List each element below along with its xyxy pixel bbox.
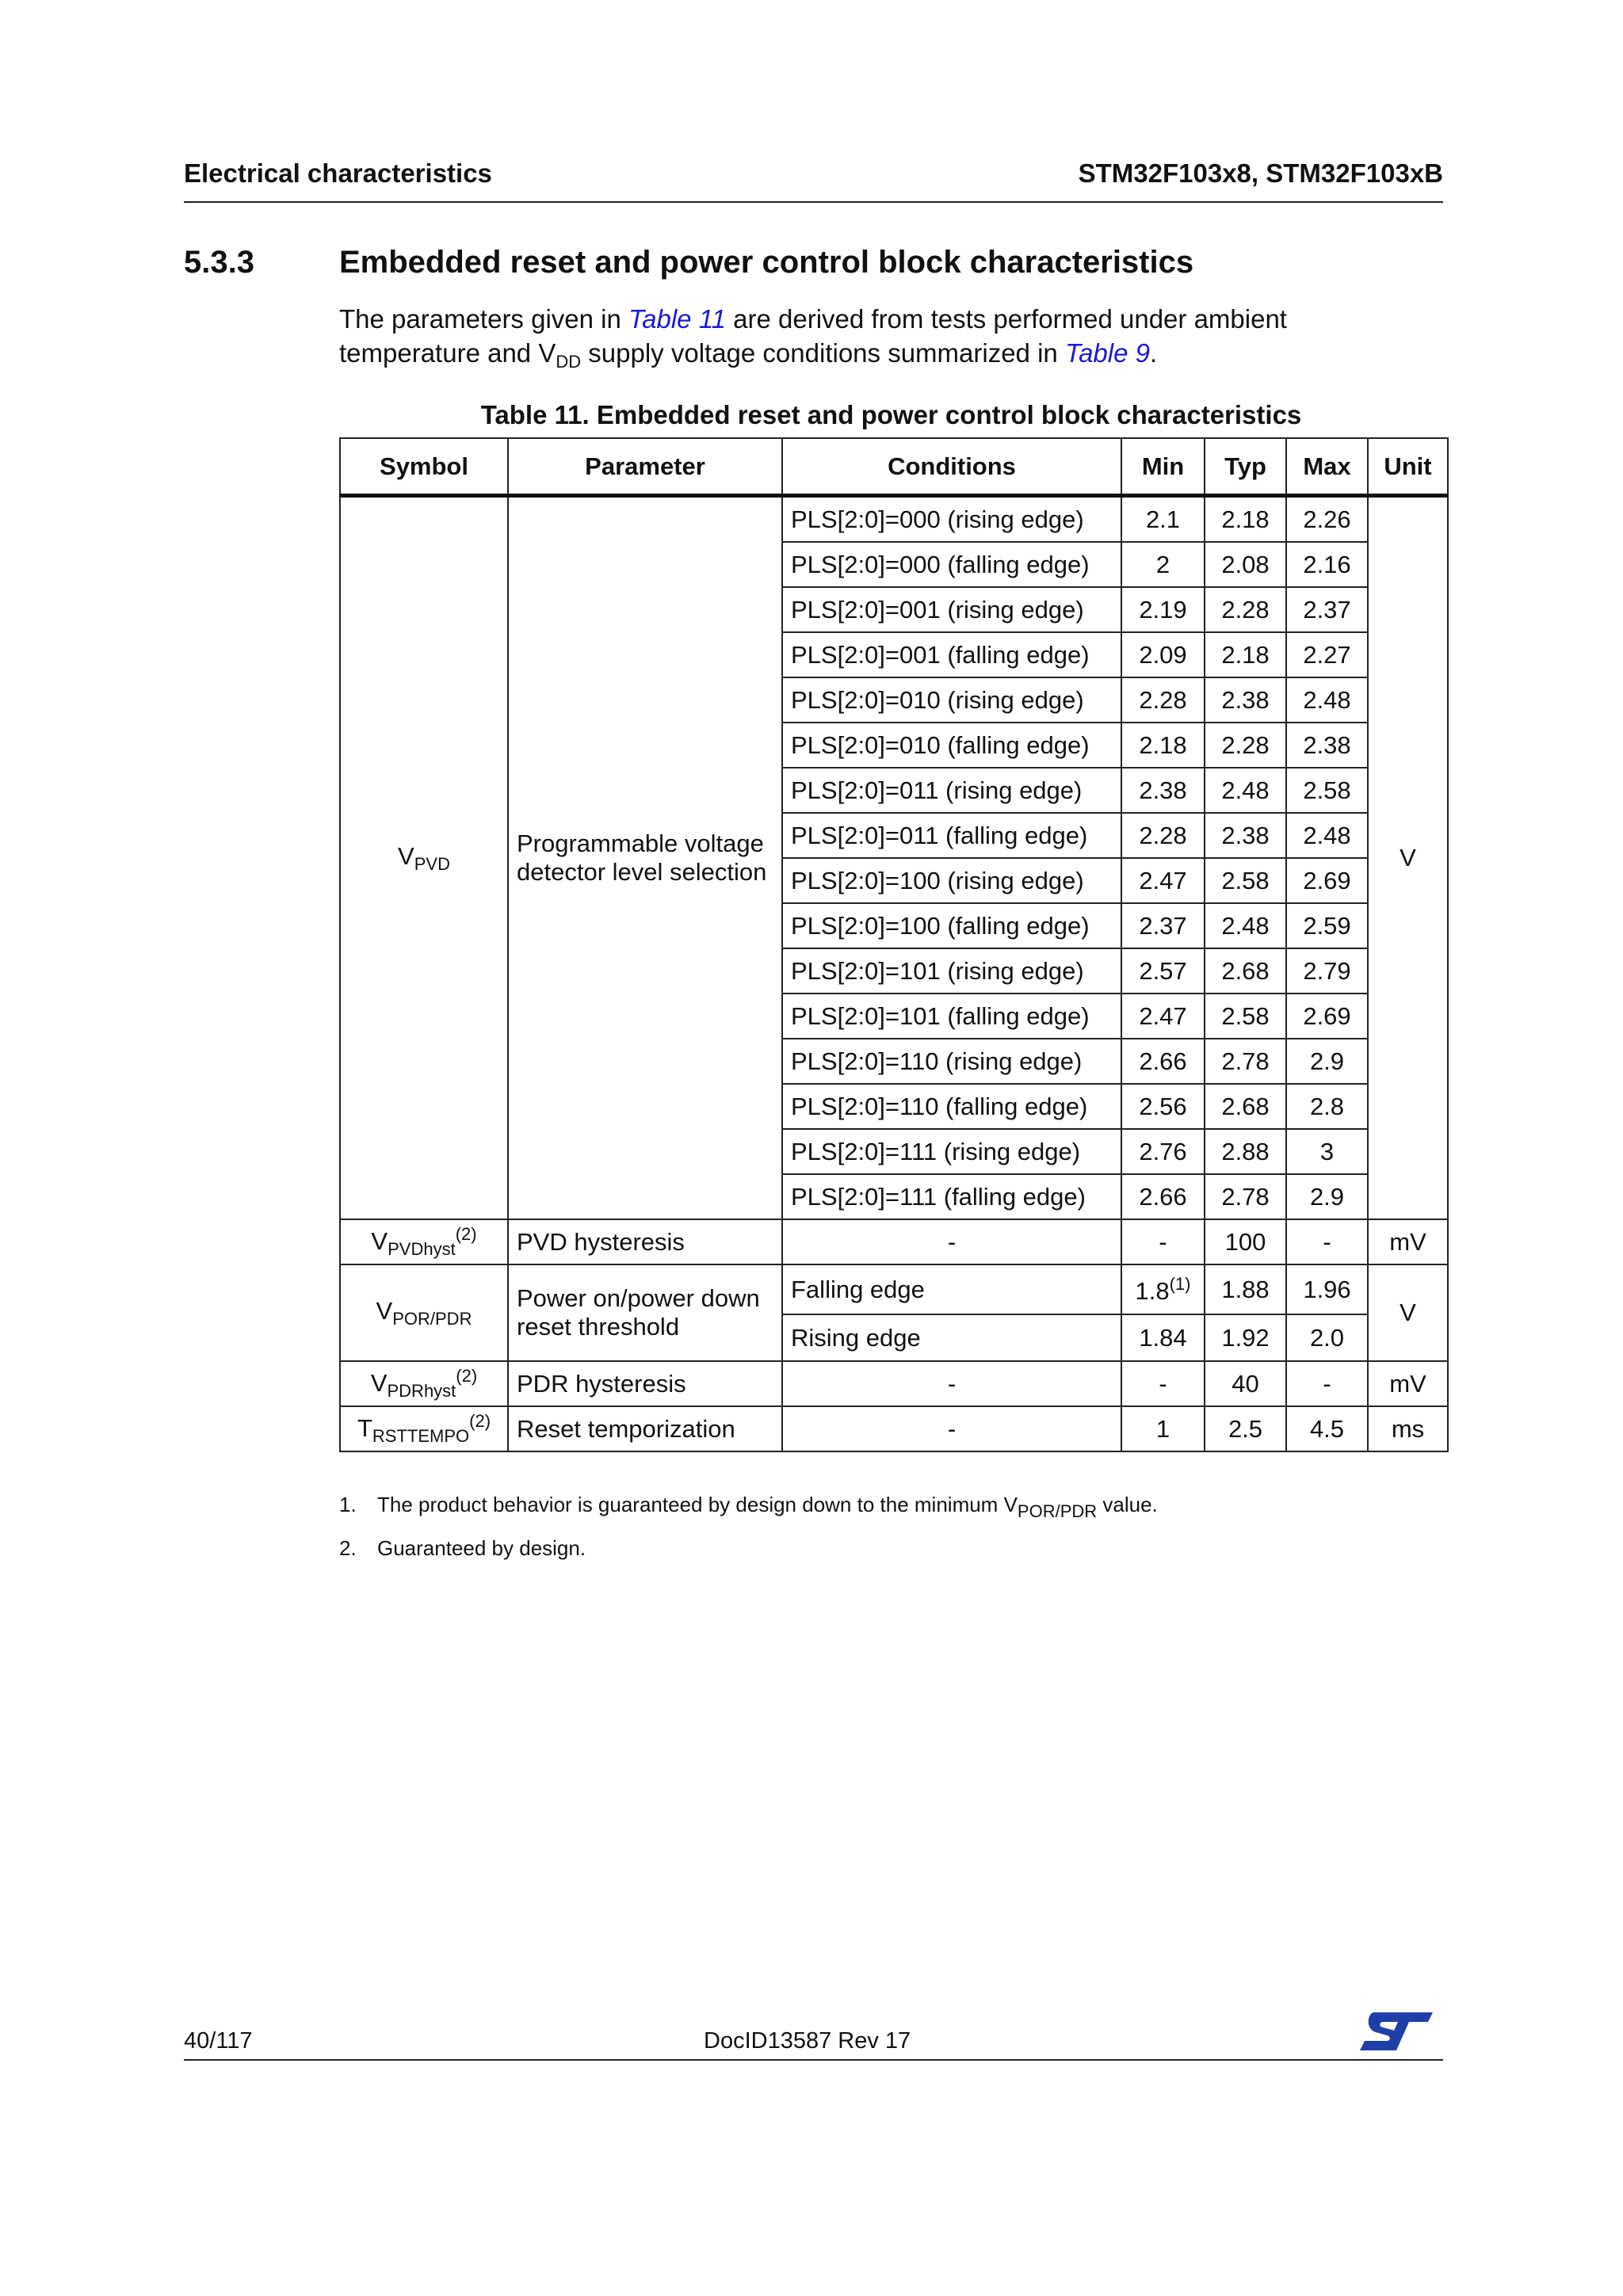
condition-cell: -	[782, 1219, 1121, 1264]
min-cell: 2.19	[1121, 587, 1205, 632]
symbol-vpdrhyst: $V_{PDRhyst}^{(2)}$	[340, 1361, 508, 1406]
typ-cell: 2.58	[1205, 858, 1286, 903]
unit-cell: ms	[1368, 1406, 1448, 1451]
max-cell: 3	[1286, 1129, 1368, 1174]
typ-cell: 2.08	[1205, 542, 1286, 587]
typ-cell: 2.78	[1205, 1039, 1286, 1084]
running-header-section: Electrical characteristics	[184, 158, 492, 188]
condition-cell: PLS[2:0]=101 (rising edge)	[782, 948, 1121, 994]
table-header-row	[340, 438, 1448, 496]
typ-cell: 2.78	[1205, 1174, 1286, 1219]
min-cell: 2.28	[1121, 677, 1205, 723]
max-cell: 2.9	[1286, 1039, 1368, 1084]
max-cell: 4.5	[1286, 1406, 1368, 1451]
min-cell: 1	[1121, 1406, 1205, 1451]
max-cell: 2.58	[1286, 768, 1368, 813]
st-logo-icon	[1357, 2009, 1436, 2054]
min-cell: 2.38	[1121, 768, 1205, 813]
min-cell: 2.57	[1121, 948, 1205, 994]
condition-cell: PLS[2:0]=100 (rising edge)	[782, 858, 1121, 903]
condition-cell: PLS[2:0]=110 (rising edge)	[782, 1039, 1121, 1084]
max-cell: 2.48	[1286, 813, 1368, 858]
min-cell: 2.66	[1121, 1039, 1205, 1084]
running-header-part-numbers: STM32F103x8, STM32F103xB	[1078, 158, 1443, 188]
condition-cell: -	[782, 1406, 1121, 1451]
table-row	[340, 496, 1448, 543]
header-max: Max	[1286, 438, 1368, 496]
min-cell: 1.8$^{(1)}$	[1121, 1264, 1205, 1314]
min-cell: 2.1	[1121, 496, 1205, 543]
max-cell: 2.8	[1286, 1084, 1368, 1129]
max-cell: 2.27	[1286, 632, 1368, 677]
header-conditions: Conditions	[782, 438, 1121, 496]
condition-cell: Falling edge	[782, 1264, 1121, 1314]
min-cell: 1.84	[1121, 1314, 1205, 1361]
min-cell: 2.76	[1121, 1129, 1205, 1174]
intro-paragraph: The parameters given in Table 11 are derived from tests performed under ambient temperature and $V_{DD}$ supply voltage conditions summarized in Table 9.	[339, 304, 1287, 372]
min-cell: 2.18	[1121, 723, 1205, 768]
max-cell: 2.38	[1286, 723, 1368, 768]
unit-cell: mV	[1368, 1219, 1448, 1264]
typ-cell: 1.88	[1205, 1264, 1286, 1314]
min-cell: 2.37	[1121, 903, 1205, 948]
header-min: Min	[1121, 438, 1205, 496]
document-id: DocID13587 Rev 17	[704, 2028, 911, 2054]
table-9-link[interactable]: Table 9	[1064, 338, 1150, 368]
section-title: Embedded reset and power control block characteristics	[339, 245, 1194, 280]
header-typ: Typ	[1205, 438, 1286, 496]
typ-cell: 2.48	[1205, 768, 1286, 813]
parameter-pvd: Programmable voltage detector level selection	[508, 496, 782, 1220]
typ-cell: 2.58	[1205, 994, 1286, 1039]
table-row-pdrhyst	[340, 1361, 1448, 1406]
parameter-cell: PDR hysteresis	[508, 1361, 782, 1406]
typ-cell: 1.92	[1205, 1314, 1286, 1361]
table-row-pvdhyst	[340, 1219, 1448, 1264]
header-parameter: Parameter	[508, 438, 782, 496]
condition-cell: PLS[2:0]=000 (rising edge)	[782, 496, 1121, 543]
max-cell: 2.79	[1286, 948, 1368, 994]
max-cell: 2.9	[1286, 1174, 1368, 1219]
min-cell: 2.47	[1121, 858, 1205, 903]
table-row-por-falling	[340, 1264, 1448, 1314]
footnote-ref-1: (1)	[1169, 1273, 1191, 1294]
table-footnotes	[339, 1486, 1158, 1566]
condition-cell: PLS[2:0]=001 (falling edge)	[782, 632, 1121, 677]
condition-cell: PLS[2:0]=110 (falling edge)	[782, 1084, 1121, 1129]
footnote-1: 1. The product behavior is guaranteed by design down to the minimum $V_{POR/PDR}$ value.	[339, 1493, 1158, 1521]
typ-cell: 2.68	[1205, 1084, 1286, 1129]
unit-cell: mV	[1368, 1361, 1448, 1406]
section-number: 5.3.3	[184, 245, 254, 280]
condition-cell: PLS[2:0]=001 (rising edge)	[782, 587, 1121, 632]
condition-cell: Rising edge	[782, 1314, 1121, 1361]
max-cell: 2.59	[1286, 903, 1368, 948]
table-caption: Table 11. Embedded reset and power control block characteristics	[480, 400, 1302, 429]
typ-cell: 2.5	[1205, 1406, 1286, 1451]
condition-cell: PLS[2:0]=010 (rising edge)	[782, 677, 1121, 723]
header-symbol: Symbol	[340, 438, 508, 496]
footnote-2: 2. Guaranteed by design.	[339, 1536, 586, 1560]
parameter-cell: Reset temporization	[508, 1406, 782, 1451]
condition-cell: PLS[2:0]=100 (falling edge)	[782, 903, 1121, 948]
typ-cell: 100	[1205, 1219, 1286, 1264]
condition-cell: PLS[2:0]=000 (falling edge)	[782, 542, 1121, 587]
typ-cell: 2.88	[1205, 1129, 1286, 1174]
condition-cell: PLS[2:0]=011 (rising edge)	[782, 768, 1121, 813]
typ-cell: 2.28	[1205, 587, 1286, 632]
typ-cell: 2.28	[1205, 723, 1286, 768]
symbol-vpor-pdr: $V_{POR/PDR}$	[340, 1264, 508, 1361]
typ-cell: 2.18	[1205, 496, 1286, 543]
condition-cell: -	[782, 1361, 1121, 1406]
min-cell: 2.47	[1121, 994, 1205, 1039]
unit-cell: V	[1368, 1264, 1448, 1361]
min-cell: -	[1121, 1219, 1205, 1264]
parameter-cell: Power on/power down reset threshold	[508, 1264, 782, 1361]
symbol-vpvdhyst: $V_{PVDhyst}^{(2)}$	[340, 1219, 508, 1264]
max-cell: 2.16	[1286, 542, 1368, 587]
max-cell: 2.48	[1286, 677, 1368, 723]
typ-cell: 40	[1205, 1361, 1286, 1406]
header-divider	[184, 201, 1443, 203]
max-cell: 2.0	[1286, 1314, 1368, 1361]
min-cell: -	[1121, 1361, 1205, 1406]
max-cell: -	[1286, 1361, 1368, 1406]
max-cell: 2.26	[1286, 496, 1368, 543]
max-cell: 2.69	[1286, 858, 1368, 903]
parameter-cell: PVD hysteresis	[508, 1219, 782, 1264]
min-cell: 2.56	[1121, 1084, 1205, 1129]
typ-cell: 2.38	[1205, 677, 1286, 723]
typ-cell: 2.68	[1205, 948, 1286, 994]
max-cell: -	[1286, 1219, 1368, 1264]
header-unit: Unit	[1368, 438, 1448, 496]
condition-cell: PLS[2:0]=111 (rising edge)	[782, 1129, 1121, 1174]
typ-cell: 2.38	[1205, 813, 1286, 858]
page-number: 40/117	[184, 2028, 253, 2054]
table-row-rsttempo	[340, 1406, 1448, 1451]
condition-cell: PLS[2:0]=111 (falling edge)	[782, 1174, 1121, 1219]
table-11-link[interactable]: Table 11	[628, 304, 726, 334]
condition-cell: PLS[2:0]=101 (falling edge)	[782, 994, 1121, 1039]
unit-pvd: V	[1368, 496, 1448, 1220]
condition-cell: PLS[2:0]=010 (falling edge)	[782, 723, 1121, 768]
max-cell: 2.37	[1286, 587, 1368, 632]
symbol-trsttempo: $T_{RSTTEMPO}^{(2)}$	[340, 1406, 508, 1451]
characteristics-table	[339, 437, 1449, 1452]
condition-cell: PLS[2:0]=011 (falling edge)	[782, 813, 1121, 858]
typ-cell: 2.18	[1205, 632, 1286, 677]
symbol-vpvd: $V_{PVD}$	[340, 496, 508, 1220]
min-cell: 2.09	[1121, 632, 1205, 677]
footer-divider	[184, 2059, 1443, 2061]
typ-cell: 2.48	[1205, 903, 1286, 948]
max-cell: 2.69	[1286, 994, 1368, 1039]
min-cell: 2	[1121, 542, 1205, 587]
min-cell: 2.66	[1121, 1174, 1205, 1219]
max-cell: 1.96	[1286, 1264, 1368, 1314]
min-cell: 2.28	[1121, 813, 1205, 858]
